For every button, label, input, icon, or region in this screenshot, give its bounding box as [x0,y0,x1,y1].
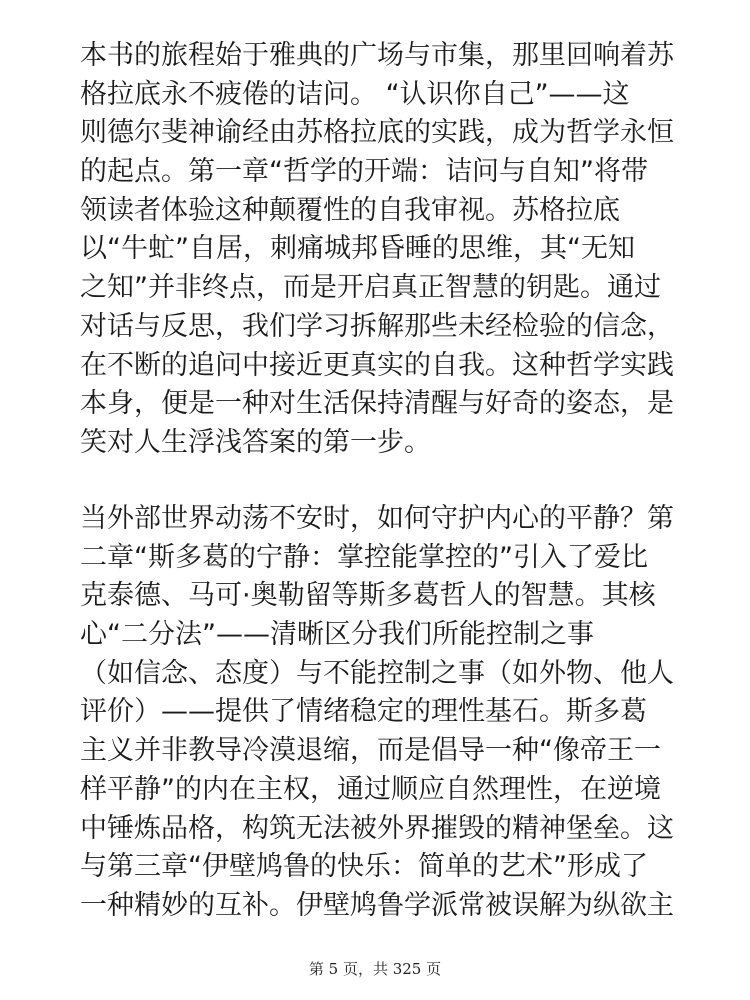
text-line: 笑对人生浮浅答案的第一步。 [80,426,431,458]
text-line: 中锤炼品格，构筑无法被外界摧毁的精神堡垒。这 [80,812,674,844]
text-line: 对话与反思，我们学习拆解那些未经检验的信念， [80,310,674,342]
text-line: 之知”并非终点，而是开启真正智慧的钥匙。通过 [80,272,661,304]
text-line: 领读者体验这种颠覆性的自我审视。苏格拉底 [80,194,620,226]
text-line: 主义并非教导冷漠退缩，而是倡导一种“像帝王一 [80,735,661,767]
text-line: 则德尔斐神谕经由苏格拉底的实践，成为哲学永恒 [80,117,674,149]
paragraph-1 [80,37,680,463]
text-line: 当外部世界动荡不安时，如何守护内心的平静？第 [80,503,674,534]
text-line: （如信念、态度）与不能控制之事（如外物、他人 [80,657,674,689]
paragraph-2 [80,500,680,926]
text-line: 本身，便是一种对生活保持清醒与好奇的姿态，是 [80,388,674,420]
text-line: 样平静”的内在主权，通过顺应自然理性，在逆境 [80,773,661,805]
text-line: 格拉底永不疲倦的诘问。 “认识你自己”——这 [80,78,630,110]
text-line: 以“牛虻”自居，刺痛城邦昏睡的思维，其“无知 [80,233,635,265]
text-line: 克泰德、马可·奥勒留等斯多葛哲人的智慧。其核 [80,580,656,612]
text-line: 与第三章“伊壁鸠鲁的快乐：简单的艺术”形成了 [80,851,648,883]
text-line: 评价）——提供了情绪稳定的理性基石。斯多葛 [80,696,647,728]
text-line: 本书的旅程始于雅典的广场与市集，那里回响着苏 [80,40,674,71]
text-line: 一种精妙的互补。伊壁鸠鲁学派常被误解为纵欲主 [80,889,674,921]
text-line: 的起点。第一章“哲学的开端：诘问与自知”将带 [80,156,648,188]
text-line: 二章“斯多葛的宁静：掌控能掌控的”引入了爱比 [80,541,648,573]
page-number-footer: 第 5 页，共 325 页 [308,960,442,978]
text-line: 心“二分法”——清晰区分我们所能控制之事 [80,619,594,651]
text-line: 在不断的追问中接近更真实的自我。这种哲学实践 [80,349,674,381]
